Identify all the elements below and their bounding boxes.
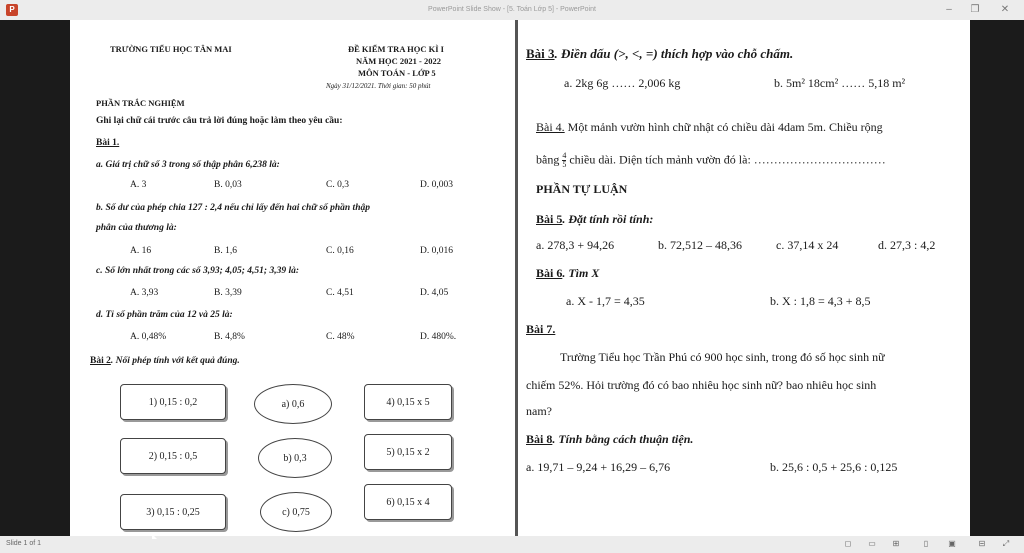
bai3-a: a. 2kg 6g …… 2,006 kg (564, 76, 681, 90)
section-essay: PHẦN TỰ LUẬN (536, 182, 628, 196)
bai5-item-a: a. 278,3 + 94,26 (536, 238, 615, 252)
bai5-item-b: b. 72,512 – 48,36 (658, 238, 742, 252)
bai8-heading (526, 432, 693, 447)
qd-option-d: D. 480%. (420, 332, 457, 342)
section-multiple-choice: PHẦN TRẮC NGHIỆM (96, 98, 185, 108)
bai6-heading (536, 266, 599, 281)
school-year: NĂM HỌC 2021 - 2022 (356, 56, 441, 66)
match-oval-b: b) 0,3 (258, 438, 332, 478)
slide-canvas (70, 20, 970, 536)
question-c: c. Số lớn nhất trong các số 3,93; 4,05; 4,51; 3,39 là: (96, 266, 300, 276)
bai4-line2 (536, 152, 886, 169)
window-title: PowerPoint Slide Show - [5. Toán Lớp 5] - PowerPoint (428, 6, 596, 13)
bai7-line1: Trường Tiểu học Trần Phú có 900 học sinh, trong đó số học sinh nữ (560, 350, 885, 364)
minimize-button[interactable]: – (946, 4, 952, 15)
column-divider (515, 20, 518, 536)
match-box-5: 5) 0,15 x 2 (364, 434, 452, 470)
qa-option-c: C. 0,3 (326, 180, 349, 190)
match-box-4: 4) 0,15 x 5 (364, 384, 452, 420)
bai5-text: . Đặt tính rồi tính: (562, 212, 654, 226)
match-oval-c: c) 0,75 (260, 492, 332, 532)
qd-option-a: A. 0,48% (130, 332, 167, 342)
qd-option-b: B. 4,8% (214, 332, 245, 342)
bai8-a: a. 19,71 – 9,24 + 16,29 – 6,76 (526, 460, 671, 474)
subject: MÔN TOÁN - LỚP 5 (358, 68, 436, 78)
qc-option-d: D. 4,05 (420, 288, 449, 298)
match-box-1: 1) 0,15 : 0,2 (120, 384, 226, 420)
match-box-6: 6) 0,15 x 4 (364, 484, 452, 520)
bai4-line1 (536, 120, 883, 135)
bai3-heading (526, 46, 793, 62)
bai1-heading: Bài 1. (96, 138, 120, 148)
question-b-line1: b. Số dư của phép chia 127 : 2,4 nếu chỉ lấy đến hai chữ số phần thập (96, 203, 370, 213)
bai4-line2-pre: bằng (536, 152, 563, 167)
qc-option-c: C. 4,51 (326, 288, 354, 298)
bai5-label: Bài 5 (536, 212, 563, 226)
bai3-b: b. 5m² 18cm² …… 5,18 m² (774, 76, 906, 90)
powerpoint-icon: P (6, 4, 18, 16)
bai5-heading (536, 212, 653, 227)
qa-option-b: B. 0,03 (214, 180, 242, 190)
bai6-text: . Tìm X (562, 266, 600, 280)
restore-button[interactable]: ❐ (970, 4, 980, 15)
bai6-b: b. X : 1,8 = 4,3 + 8,5 (770, 294, 871, 308)
slide-counter: Slide 1 of 1 (6, 540, 42, 547)
bai4-text: Một mảnh vườn hình chữ nhật có chiều dài 4dam 5m. Chiều rộng (564, 120, 883, 134)
qa-option-a: A. 3 (130, 180, 147, 190)
qb-option-b: B. 1,6 (214, 246, 237, 256)
exam-date: Ngày 31/12/2021. Thời gian: 50 phút (326, 82, 431, 90)
qc-option-b: B. 3,39 (214, 288, 242, 298)
match-oval-a: a) 0,6 (254, 384, 332, 424)
mouse-cursor-icon (152, 534, 157, 539)
bai5-item-c: c. 37,14 x 24 (776, 238, 839, 252)
exam-title: ĐỀ KIỂM TRA HỌC KÌ I (348, 44, 444, 54)
reading-view-icon[interactable]: ▯ (923, 539, 929, 548)
qb-option-d: D. 0,016 (420, 246, 453, 256)
fraction-numerator: 4 (562, 151, 567, 160)
zoom-icon[interactable]: ⊟ (978, 539, 986, 548)
qb-option-c: C. 0,16 (326, 246, 354, 256)
bai7-line3: nam? (526, 404, 552, 418)
slideshow-icon[interactable]: ▣ (948, 539, 956, 548)
qb-option-a: A. 16 (130, 246, 152, 256)
bai3-text: . Điền dấu (>, <, =) thích hợp vào chỗ chấm. (554, 46, 794, 61)
qc-option-a: A. 3,93 (130, 288, 159, 298)
bai8-text: . Tính bằng cách thuận tiện. (552, 432, 694, 446)
question-d: d. Tỉ số phần trăm của 12 và 25 là: (96, 310, 233, 320)
notes-icon[interactable]: ◻ (844, 539, 852, 548)
bai7-heading: Bài 7. (526, 322, 556, 336)
normal-view-icon[interactable]: ▭ (868, 539, 876, 548)
bai2-text: . Nối phép tính với kết quả đúng. (110, 356, 240, 366)
qd-option-c: C. 48% (326, 332, 355, 342)
bai4-line2-post: chiều dài. Diện tích mảnh vườn đó là: …………………………… (566, 152, 886, 167)
bai4-label: Bài 4. (536, 120, 565, 134)
question-b-line2: phân của thương là: (96, 223, 177, 233)
bai6-label: Bài 6 (536, 266, 563, 280)
bai3-label: Bài 3 (526, 46, 555, 61)
qa-option-d: D. 0,003 (420, 180, 453, 190)
slide-sorter-icon[interactable]: ⊞ (892, 539, 900, 548)
question-a: a. Giá trị chữ số 3 trong số thập phân 6,238 là: (96, 160, 280, 170)
fit-slide-icon[interactable]: ⤢ (1002, 539, 1010, 548)
instruction: Ghi lại chữ cái trước câu trả lời đúng hoặc làm theo yêu cầu: (96, 116, 343, 126)
bai6-a: a. X - 1,7 = 4,35 (566, 294, 645, 308)
bai7-line2: chiếm 52%. Hỏi trường đó có bao nhiêu học sinh nữ? bao nhiêu học sinh (526, 378, 877, 392)
window-title-bar (0, 0, 1024, 20)
bai8-b: b. 25,6 : 0,5 + 25,6 : 0,125 (770, 460, 898, 474)
match-box-3: 3) 0,15 : 0,25 (120, 494, 226, 530)
bai8-label: Bài 8 (526, 432, 553, 446)
bai5-item-d: d. 27,3 : 4,2 (878, 238, 936, 252)
close-button[interactable]: ✕ (1000, 4, 1010, 15)
bai2-heading (90, 356, 240, 366)
fraction-denominator: 5 (562, 160, 567, 169)
match-box-2: 2) 0,15 : 0,5 (120, 438, 226, 474)
bai2-label: Bài 2 (90, 356, 111, 366)
school-name: TRƯỜNG TIỂU HỌC TÂN MAI (110, 44, 232, 54)
